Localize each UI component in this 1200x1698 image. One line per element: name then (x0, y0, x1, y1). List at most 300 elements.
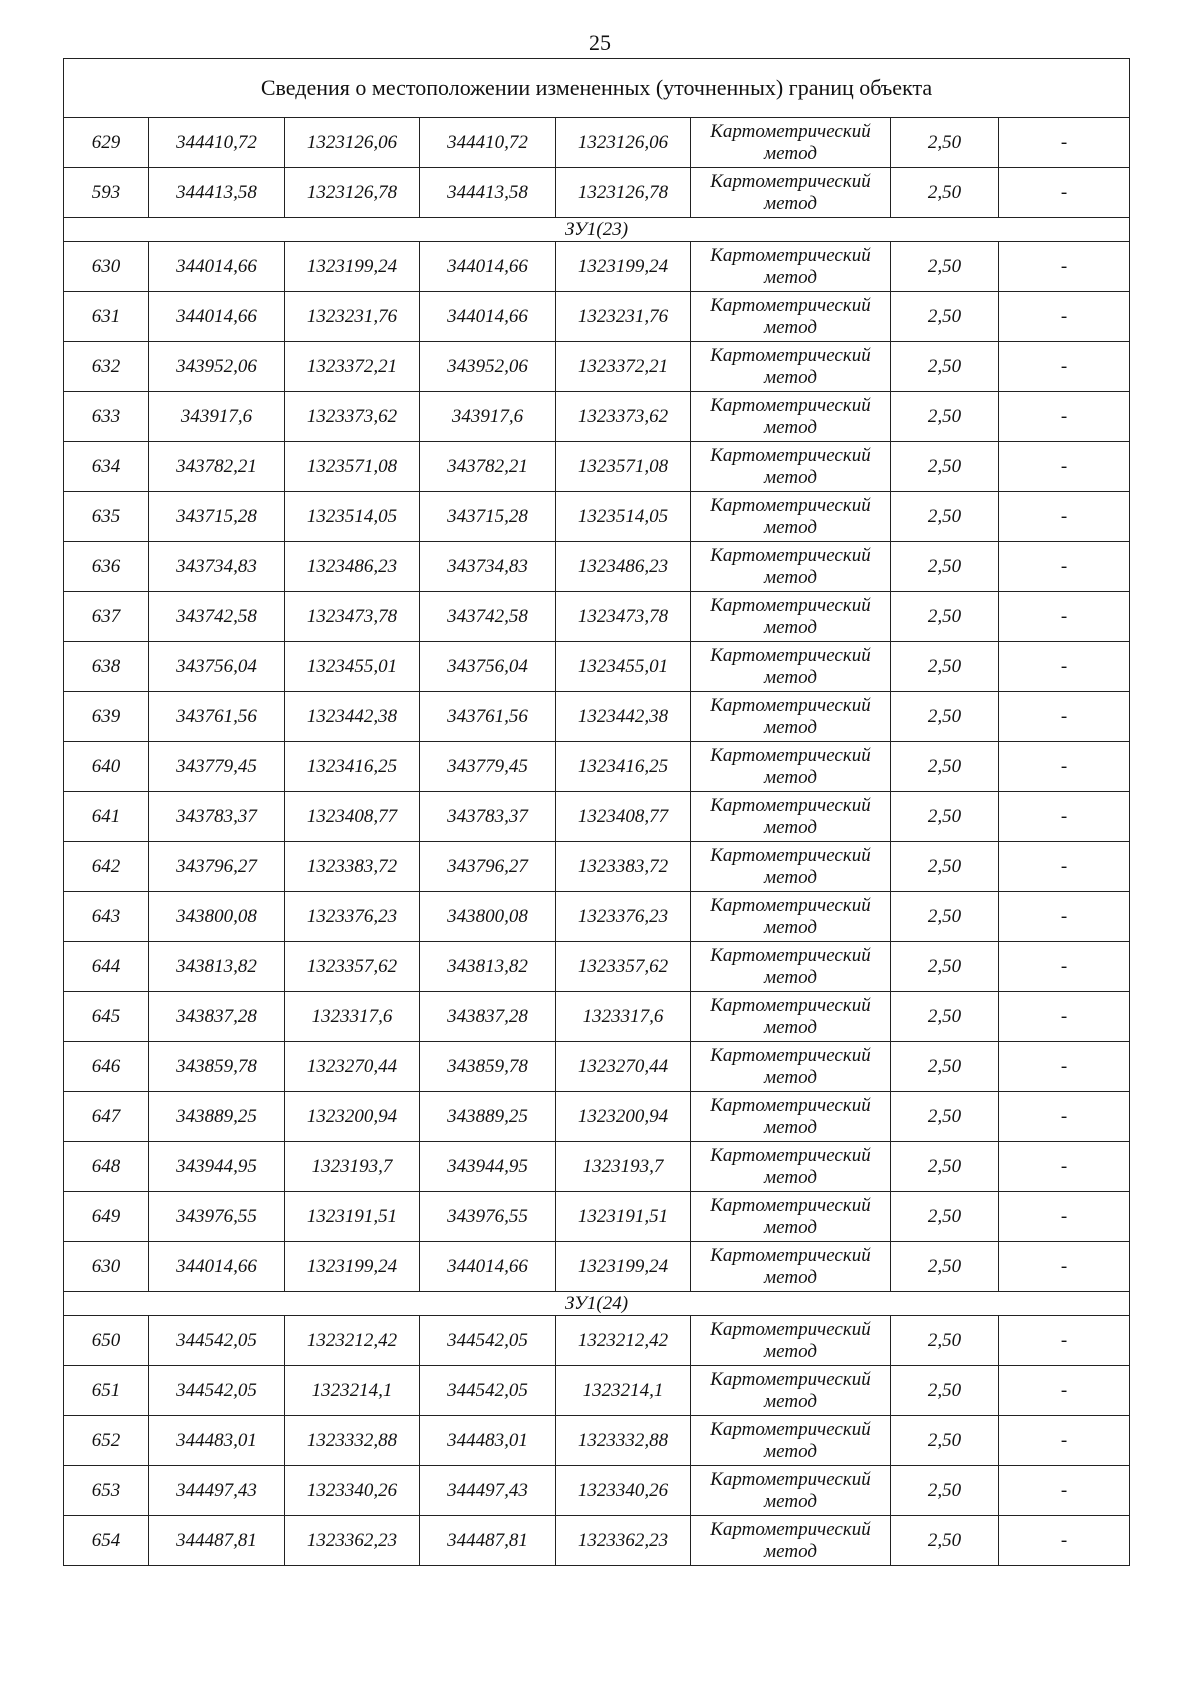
existing-x-cell: 344014,66 (149, 292, 285, 342)
new-y-cell: 1323408,77 (556, 792, 691, 842)
method-cell (691, 1042, 891, 1092)
existing-y-cell: 1323212,42 (285, 1316, 420, 1366)
accuracy-cell: 2,50 (891, 942, 999, 992)
method-cell (691, 242, 891, 292)
description-cell: - (999, 1466, 1130, 1516)
point-number-cell: 638 (64, 642, 149, 692)
existing-y-cell: 1323408,77 (285, 792, 420, 842)
method-line-1: Картометрический (710, 120, 871, 142)
table-row (64, 692, 1130, 742)
method-line-1: Картометрический (710, 1044, 871, 1066)
existing-x-cell: 344542,05 (149, 1316, 285, 1366)
existing-y-cell: 1323571,08 (285, 442, 420, 492)
table-row (64, 442, 1130, 492)
table-row (64, 592, 1130, 642)
existing-x-cell: 344413,58 (149, 168, 285, 218)
existing-y-cell: 1323442,38 (285, 692, 420, 742)
method-line-1: Картометрический (710, 1418, 871, 1440)
method-line-2: метод (764, 816, 817, 838)
description-cell: - (999, 942, 1130, 992)
table-row (64, 292, 1130, 342)
table-row (64, 792, 1130, 842)
method-cell (691, 942, 891, 992)
method-cell (691, 442, 891, 492)
description-cell: - (999, 1366, 1130, 1416)
new-x-cell: 343783,37 (420, 792, 556, 842)
existing-y-cell: 1323317,6 (285, 992, 420, 1042)
accuracy-cell: 2,50 (891, 742, 999, 792)
existing-x-cell: 343715,28 (149, 492, 285, 542)
existing-x-cell: 343976,55 (149, 1192, 285, 1242)
method-line-2: метод (764, 366, 817, 388)
existing-x-cell: 343813,82 (149, 942, 285, 992)
accuracy-cell: 2,50 (891, 242, 999, 292)
method-line-1: Картометрический (710, 644, 871, 666)
accuracy-cell: 2,50 (891, 118, 999, 168)
accuracy-cell: 2,50 (891, 892, 999, 942)
method-line-2: метод (764, 1116, 817, 1138)
method-line-2: метод (764, 316, 817, 338)
existing-x-cell: 343944,95 (149, 1142, 285, 1192)
existing-x-cell: 343782,21 (149, 442, 285, 492)
new-y-cell: 1323193,7 (556, 1142, 691, 1192)
method-line-1: Картометрический (710, 494, 871, 516)
accuracy-cell: 2,50 (891, 1242, 999, 1292)
method-line-1: Картометрический (710, 844, 871, 866)
method-cell (691, 1192, 891, 1242)
method-cell (691, 492, 891, 542)
section-header-row (64, 218, 1130, 242)
existing-y-cell: 1323270,44 (285, 1042, 420, 1092)
method-line-1: Картометрический (710, 244, 871, 266)
method-cell (691, 392, 891, 442)
new-y-cell: 1323214,1 (556, 1366, 691, 1416)
method-line-2: метод (764, 1166, 817, 1188)
point-number-cell: 630 (64, 242, 149, 292)
new-x-cell: 343742,58 (420, 592, 556, 642)
method-line-2: метод (764, 1066, 817, 1088)
existing-y-cell: 1323340,26 (285, 1466, 420, 1516)
point-number-cell: 649 (64, 1192, 149, 1242)
accuracy-cell: 2,50 (891, 442, 999, 492)
new-x-cell: 343800,08 (420, 892, 556, 942)
description-cell: - (999, 342, 1130, 392)
method-cell (691, 1516, 891, 1566)
existing-x-cell: 344014,66 (149, 242, 285, 292)
method-line-1: Картометрический (710, 1244, 871, 1266)
method-line-1: Картометрический (710, 994, 871, 1016)
existing-y-cell: 1323126,06 (285, 118, 420, 168)
method-line-2: метод (764, 266, 817, 288)
method-line-1: Картометрический (710, 444, 871, 466)
method-line-2: метод (764, 1540, 817, 1562)
new-x-cell: 343889,25 (420, 1092, 556, 1142)
new-x-cell: 344483,01 (420, 1416, 556, 1466)
method-cell (691, 792, 891, 842)
new-x-cell: 343944,95 (420, 1142, 556, 1192)
table-row (64, 1192, 1130, 1242)
method-line-2: метод (764, 666, 817, 688)
method-line-2: метод (764, 466, 817, 488)
table-row (64, 1142, 1130, 1192)
method-cell (691, 1466, 891, 1516)
new-x-cell: 344014,66 (420, 242, 556, 292)
new-x-cell: 343976,55 (420, 1192, 556, 1242)
method-line-2: метод (764, 616, 817, 638)
table-row (64, 1316, 1130, 1366)
method-cell (691, 1416, 891, 1466)
existing-x-cell: 343779,45 (149, 742, 285, 792)
accuracy-cell: 2,50 (891, 168, 999, 218)
method-line-2: метод (764, 192, 817, 214)
description-cell: - (999, 542, 1130, 592)
new-y-cell: 1323332,88 (556, 1416, 691, 1466)
new-y-cell: 1323416,25 (556, 742, 691, 792)
description-cell: - (999, 592, 1130, 642)
method-line-2: метод (764, 966, 817, 988)
table-row (64, 242, 1130, 292)
method-cell (691, 542, 891, 592)
existing-y-cell: 1323231,76 (285, 292, 420, 342)
table-row (64, 892, 1130, 942)
new-x-cell: 343761,56 (420, 692, 556, 742)
existing-y-cell: 1323332,88 (285, 1416, 420, 1466)
existing-x-cell: 344483,01 (149, 1416, 285, 1466)
table-row (64, 168, 1130, 218)
existing-y-cell: 1323199,24 (285, 1242, 420, 1292)
table-row (64, 118, 1130, 168)
point-number-cell: 645 (64, 992, 149, 1042)
description-cell: - (999, 1416, 1130, 1466)
accuracy-cell: 2,50 (891, 1466, 999, 1516)
new-x-cell: 343796,27 (420, 842, 556, 892)
method-cell (691, 842, 891, 892)
accuracy-cell: 2,50 (891, 292, 999, 342)
method-line-1: Картометрический (710, 294, 871, 316)
description-cell: - (999, 442, 1130, 492)
method-line-2: метод (764, 1440, 817, 1462)
method-line-2: метод (764, 866, 817, 888)
method-cell (691, 992, 891, 1042)
point-number-cell: 641 (64, 792, 149, 842)
new-y-cell: 1323199,24 (556, 1242, 691, 1292)
description-cell: - (999, 792, 1130, 842)
table-row (64, 342, 1130, 392)
method-cell (691, 1242, 891, 1292)
new-y-cell: 1323357,62 (556, 942, 691, 992)
existing-y-cell: 1323193,7 (285, 1142, 420, 1192)
description-cell: - (999, 392, 1130, 442)
method-line-2: метод (764, 516, 817, 538)
description-cell: - (999, 492, 1130, 542)
accuracy-cell: 2,50 (891, 842, 999, 892)
existing-y-cell: 1323376,23 (285, 892, 420, 942)
existing-x-cell: 343783,37 (149, 792, 285, 842)
new-x-cell: 343917,6 (420, 392, 556, 442)
existing-x-cell: 343859,78 (149, 1042, 285, 1092)
existing-x-cell: 344487,81 (149, 1516, 285, 1566)
existing-y-cell: 1323473,78 (285, 592, 420, 642)
method-line-1: Картометрический (710, 544, 871, 566)
accuracy-cell: 2,50 (891, 1416, 999, 1466)
method-line-1: Картометрический (710, 1144, 871, 1166)
method-cell (691, 342, 891, 392)
point-number-cell: 643 (64, 892, 149, 942)
new-x-cell: 343952,06 (420, 342, 556, 392)
description-cell: - (999, 842, 1130, 892)
existing-x-cell: 343796,27 (149, 842, 285, 892)
method-line-1: Картометрический (710, 344, 871, 366)
new-y-cell: 1323514,05 (556, 492, 691, 542)
accuracy-cell: 2,50 (891, 992, 999, 1042)
method-line-1: Картометрический (710, 1368, 871, 1390)
existing-y-cell: 1323372,21 (285, 342, 420, 392)
page-number: 25 (589, 30, 611, 55)
table-row (64, 642, 1130, 692)
method-line-1: Картометрический (710, 794, 871, 816)
existing-y-cell: 1323357,62 (285, 942, 420, 992)
existing-x-cell: 343837,28 (149, 992, 285, 1042)
accuracy-cell: 2,50 (891, 592, 999, 642)
method-cell (691, 592, 891, 642)
existing-x-cell: 343917,6 (149, 392, 285, 442)
table-row (64, 1516, 1130, 1566)
method-cell (691, 168, 891, 218)
method-cell (691, 1316, 891, 1366)
accuracy-cell: 2,50 (891, 692, 999, 742)
new-x-cell: 344497,43 (420, 1466, 556, 1516)
new-x-cell: 343813,82 (420, 942, 556, 992)
existing-y-cell: 1323514,05 (285, 492, 420, 542)
table-row (64, 1366, 1130, 1416)
existing-x-cell: 343756,04 (149, 642, 285, 692)
new-x-cell: 344487,81 (420, 1516, 556, 1566)
method-line-1: Картометрический (710, 744, 871, 766)
accuracy-cell: 2,50 (891, 342, 999, 392)
accuracy-cell: 2,50 (891, 1042, 999, 1092)
existing-x-cell: 343952,06 (149, 342, 285, 392)
table-row (64, 992, 1130, 1042)
point-number-cell: 650 (64, 1316, 149, 1366)
description-cell: - (999, 1092, 1130, 1142)
new-x-cell: 344014,66 (420, 292, 556, 342)
method-line-1: Картометрический (710, 1518, 871, 1540)
description-cell: - (999, 1516, 1130, 1566)
table-row (64, 1416, 1130, 1466)
description-cell: - (999, 992, 1130, 1042)
existing-x-cell: 344542,05 (149, 1366, 285, 1416)
boundary-coordinates-table (63, 58, 1130, 1566)
existing-x-cell: 343889,25 (149, 1092, 285, 1142)
point-number-cell: 654 (64, 1516, 149, 1566)
method-line-2: метод (764, 1216, 817, 1238)
description-cell: - (999, 892, 1130, 942)
method-line-1: Картометрический (710, 1094, 871, 1116)
new-x-cell: 344542,05 (420, 1316, 556, 1366)
new-x-cell: 343715,28 (420, 492, 556, 542)
new-y-cell: 1323199,24 (556, 242, 691, 292)
point-number-cell: 631 (64, 292, 149, 342)
method-line-2: метод (764, 766, 817, 788)
point-number-cell: 629 (64, 118, 149, 168)
new-x-cell: 343859,78 (420, 1042, 556, 1092)
method-cell (691, 642, 891, 692)
method-line-2: метод (764, 1490, 817, 1512)
description-cell: - (999, 692, 1130, 742)
description-cell: - (999, 118, 1130, 168)
new-y-cell: 1323362,23 (556, 1516, 691, 1566)
new-x-cell: 344014,66 (420, 1242, 556, 1292)
new-y-cell: 1323126,78 (556, 168, 691, 218)
section-label: ЗУ1(23) (64, 218, 1130, 242)
method-line-2: метод (764, 1340, 817, 1362)
existing-y-cell: 1323383,72 (285, 842, 420, 892)
method-line-2: метод (764, 916, 817, 938)
table-row (64, 942, 1130, 992)
table-row (64, 1466, 1130, 1516)
existing-x-cell: 343734,83 (149, 542, 285, 592)
new-y-cell: 1323270,44 (556, 1042, 691, 1092)
new-y-cell: 1323373,62 (556, 392, 691, 442)
new-y-cell: 1323442,38 (556, 692, 691, 742)
method-line-2: метод (764, 416, 817, 438)
method-cell (691, 1366, 891, 1416)
new-x-cell: 343837,28 (420, 992, 556, 1042)
new-y-cell: 1323340,26 (556, 1466, 691, 1516)
table-row (64, 542, 1130, 592)
point-number-cell: 646 (64, 1042, 149, 1092)
table-row (64, 842, 1130, 892)
table-title-row (64, 59, 1130, 118)
point-number-cell: 652 (64, 1416, 149, 1466)
existing-x-cell: 344410,72 (149, 118, 285, 168)
method-cell (691, 118, 891, 168)
method-line-2: метод (764, 1266, 817, 1288)
point-number-cell: 636 (64, 542, 149, 592)
table-row (64, 1092, 1130, 1142)
description-cell: - (999, 1242, 1130, 1292)
accuracy-cell: 2,50 (891, 492, 999, 542)
accuracy-cell: 2,50 (891, 1192, 999, 1242)
existing-x-cell: 344497,43 (149, 1466, 285, 1516)
new-y-cell: 1323571,08 (556, 442, 691, 492)
new-y-cell: 1323372,21 (556, 342, 691, 392)
point-number-cell: 651 (64, 1366, 149, 1416)
new-x-cell: 343756,04 (420, 642, 556, 692)
point-number-cell: 632 (64, 342, 149, 392)
existing-y-cell: 1323373,62 (285, 392, 420, 442)
description-cell: - (999, 1316, 1130, 1366)
method-line-2: метод (764, 716, 817, 738)
point-number-cell: 639 (64, 692, 149, 742)
table-title: Сведения о местоположении измененных (уточненных) границ объекта (64, 59, 1130, 118)
accuracy-cell: 2,50 (891, 642, 999, 692)
existing-y-cell: 1323486,23 (285, 542, 420, 592)
point-number-cell: 648 (64, 1142, 149, 1192)
point-number-cell: 630 (64, 1242, 149, 1292)
table-row (64, 492, 1130, 542)
new-y-cell: 1323317,6 (556, 992, 691, 1042)
new-y-cell: 1323200,94 (556, 1092, 691, 1142)
method-cell (691, 892, 891, 942)
point-number-cell: 647 (64, 1092, 149, 1142)
new-x-cell: 344410,72 (420, 118, 556, 168)
method-line-1: Картометрический (710, 594, 871, 616)
point-number-cell: 644 (64, 942, 149, 992)
new-x-cell: 343782,21 (420, 442, 556, 492)
existing-y-cell: 1323191,51 (285, 1192, 420, 1242)
description-cell: - (999, 1192, 1130, 1242)
existing-y-cell: 1323126,78 (285, 168, 420, 218)
description-cell: - (999, 642, 1130, 692)
accuracy-cell: 2,50 (891, 1366, 999, 1416)
new-y-cell: 1323473,78 (556, 592, 691, 642)
existing-x-cell: 343800,08 (149, 892, 285, 942)
section-header-row (64, 1292, 1130, 1316)
method-line-2: метод (764, 142, 817, 164)
new-x-cell: 344542,05 (420, 1366, 556, 1416)
point-number-cell: 635 (64, 492, 149, 542)
method-line-1: Картометрический (710, 394, 871, 416)
method-cell (691, 692, 891, 742)
method-cell (691, 742, 891, 792)
table-row (64, 392, 1130, 442)
description-cell: - (999, 742, 1130, 792)
existing-y-cell: 1323416,25 (285, 742, 420, 792)
table-row (64, 1042, 1130, 1092)
existing-x-cell: 344014,66 (149, 1242, 285, 1292)
description-cell: - (999, 1042, 1130, 1092)
new-x-cell: 343734,83 (420, 542, 556, 592)
method-cell (691, 1092, 891, 1142)
existing-y-cell: 1323214,1 (285, 1366, 420, 1416)
accuracy-cell: 2,50 (891, 1316, 999, 1366)
method-line-1: Картометрический (710, 894, 871, 916)
accuracy-cell: 2,50 (891, 792, 999, 842)
description-cell: - (999, 242, 1130, 292)
new-y-cell: 1323191,51 (556, 1192, 691, 1242)
method-line-1: Картометрический (710, 1468, 871, 1490)
point-number-cell: 593 (64, 168, 149, 218)
new-y-cell: 1323231,76 (556, 292, 691, 342)
new-y-cell: 1323126,06 (556, 118, 691, 168)
method-line-1: Картометрический (710, 170, 871, 192)
new-y-cell: 1323212,42 (556, 1316, 691, 1366)
accuracy-cell: 2,50 (891, 542, 999, 592)
existing-y-cell: 1323362,23 (285, 1516, 420, 1566)
existing-y-cell: 1323200,94 (285, 1092, 420, 1142)
accuracy-cell: 2,50 (891, 1516, 999, 1566)
new-x-cell: 344413,58 (420, 168, 556, 218)
existing-y-cell: 1323455,01 (285, 642, 420, 692)
description-cell: - (999, 292, 1130, 342)
new-y-cell: 1323376,23 (556, 892, 691, 942)
accuracy-cell: 2,50 (891, 1142, 999, 1192)
table-body (64, 59, 1130, 1566)
method-line-2: метод (764, 1016, 817, 1038)
method-line-1: Картометрический (710, 1318, 871, 1340)
method-line-2: метод (764, 1390, 817, 1412)
existing-y-cell: 1323199,24 (285, 242, 420, 292)
section-label: ЗУ1(24) (64, 1292, 1130, 1316)
point-number-cell: 633 (64, 392, 149, 442)
method-line-1: Картометрический (710, 694, 871, 716)
description-cell: - (999, 168, 1130, 218)
method-line-2: метод (764, 566, 817, 588)
accuracy-cell: 2,50 (891, 392, 999, 442)
existing-x-cell: 343742,58 (149, 592, 285, 642)
method-cell (691, 292, 891, 342)
